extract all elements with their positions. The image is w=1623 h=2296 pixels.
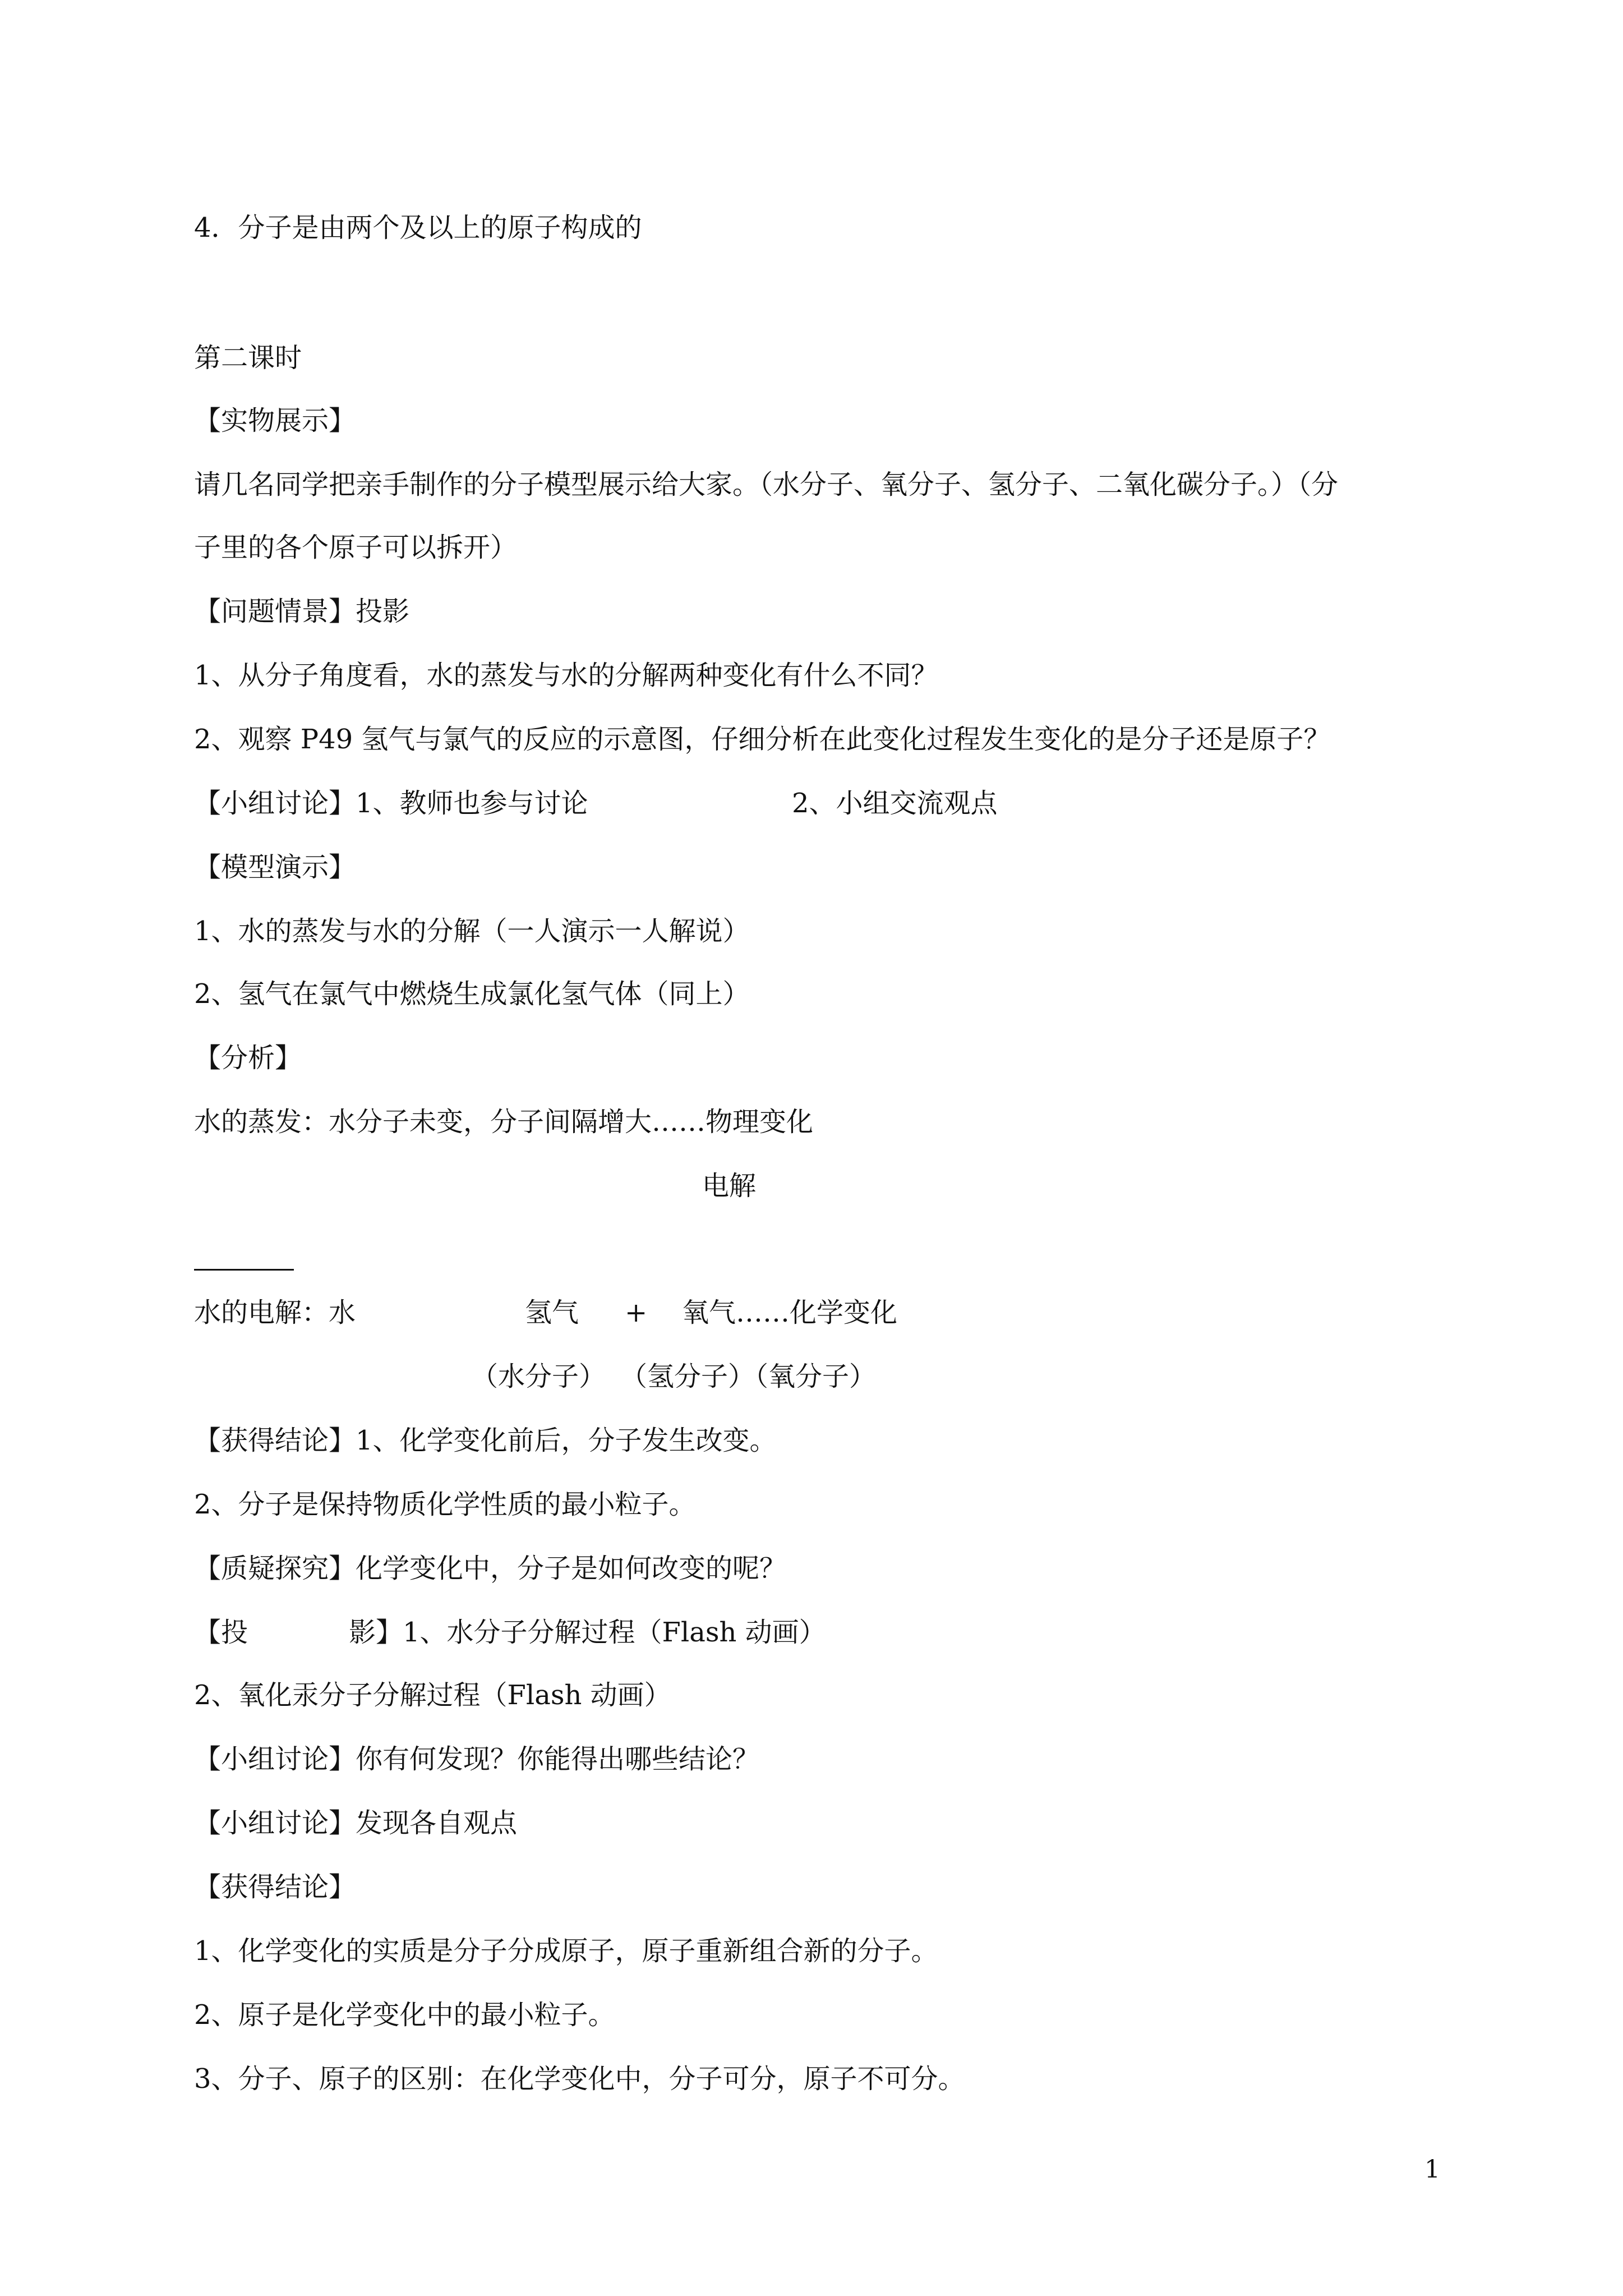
projection-label-part-2: 影】1、水分子分解过程（Flash 动画） — [349, 1617, 826, 1648]
text-line-model-display-cont: 子里的各个原子可以拆开） — [194, 532, 518, 563]
heading-conclusion: 【获得结论】 — [194, 1871, 356, 1903]
text-line-demo-1: 1、水的蒸发与水的分解（一人演示一人解说） — [194, 915, 750, 947]
heading-problem-scenario: 【问题情景】投影 — [194, 596, 410, 627]
text-line-final-3: 3、分子、原子的区别：在化学变化中，分子可分，原子不可分。 — [194, 2063, 965, 2095]
text-line-conclusion-2: 2、分子是保持物质化学性质的最小粒子。 — [194, 1489, 696, 1520]
equation-product-oxygen: 氧气……化学变化 — [682, 1297, 898, 1328]
projection-label-part-1: 【投 — [194, 1617, 248, 1648]
text-line-demo-2: 2、氢气在氯气中燃烧生成氯化氢气体（同上） — [194, 978, 750, 1010]
electrolysis-label: 电解 — [702, 1170, 757, 1202]
text-line-question-1: 1、从分子角度看，水的蒸发与水的分解两种变化有什么不同？ — [194, 660, 938, 691]
page-number: 1 — [1424, 2155, 1440, 2184]
text-line-final-2: 2、原子是化学变化中的最小粒子。 — [194, 1999, 615, 2031]
heading-model-demo: 【模型演示】 — [194, 852, 356, 883]
label-hydrogen-oxygen-molecules: （氢分子）（氧分子） — [620, 1361, 877, 1392]
text-line-inquiry: 【质疑探究】化学变化中，分子是如何改变的呢？ — [194, 1553, 787, 1584]
text-line-group-discussion-2: 【小组讨论】你有何发现？你能得出哪些结论？ — [194, 1743, 760, 1775]
divider-line — [194, 1269, 294, 1271]
text-line-conclusion-1: 【获得结论】1、化学变化前后，分子发生改变。 — [194, 1425, 777, 1456]
text-line-mercury-oxide: 2、氧化汞分子分解过程（Flash 动画） — [194, 1680, 671, 1711]
text-line-model-display: 请几名同学把亲手制作的分子模型展示给大家。（水分子、氧分子、氢分子、二氧化碳分子。）（分 — [194, 469, 1339, 500]
group-discussion-part-1: 【小组讨论】1、教师也参与讨论 — [194, 788, 588, 819]
text-line-question-2: 2、观察 P49 氢气与氯气的反应的示意图，仔细分析在此变化过程发生变化的是分子还是原子？ — [194, 724, 1331, 755]
text-line-group-discussion-3: 【小组讨论】发现各自观点 — [194, 1807, 518, 1839]
section-heading-second-lesson: 第二课时 — [194, 342, 302, 374]
text-line-point-4: 4．分子是由两个及以上的原子构成的 — [194, 212, 642, 243]
text-line-evaporation: 水的蒸发：水分子未变，分子间隔增大……物理变化 — [194, 1106, 814, 1138]
equation-plus-sign: + — [625, 1297, 648, 1328]
equation-product-hydrogen: 氢气 — [525, 1297, 579, 1328]
text-line-final-1: 1、化学变化的实质是分子分成原子，原子重新组合新的分子。 — [194, 1935, 938, 1967]
heading-object-display: 【实物展示】 — [194, 405, 356, 436]
group-discussion-part-2: 2、小组交流观点 — [792, 788, 998, 819]
heading-analysis: 【分析】 — [194, 1042, 302, 1074]
label-water-molecule: （水分子） — [471, 1361, 606, 1392]
equation-reactant: 水的电解：水 — [194, 1297, 356, 1328]
